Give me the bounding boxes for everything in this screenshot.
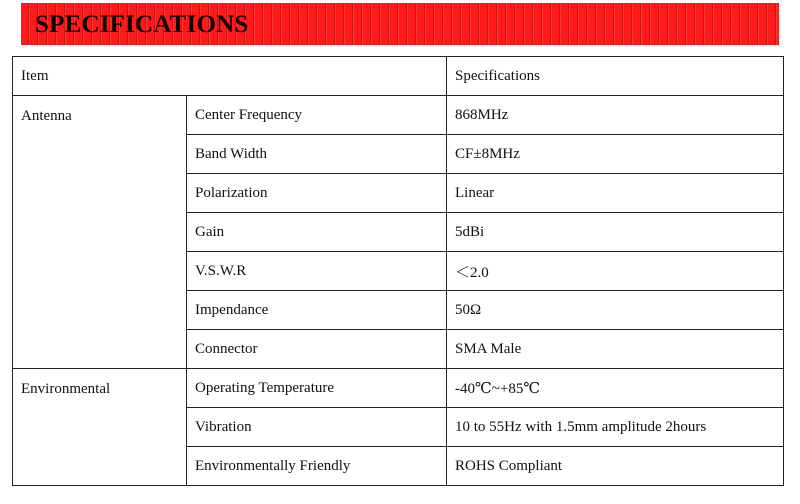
param-cell: Band Width [187,135,447,174]
param-cell: Gain [187,213,447,252]
param-cell: Connector [187,330,447,369]
header-item: Item [13,57,447,96]
param-cell: Vibration [187,408,447,447]
table-row [13,96,784,135]
param-cell: Center Frequency [187,96,447,135]
value-cell: SMA Male [447,330,784,369]
value-cell: ROHS Compliant [447,447,784,486]
param-cell: Polarization [187,174,447,213]
specifications-banner [21,3,779,45]
value-cell: 10 to 55Hz with 1.5mm amplitude 2hours [447,408,784,447]
table-header-row [13,57,784,96]
param-cell: Environmentally Friendly [187,447,447,486]
table-row [13,369,784,408]
group-antenna: Antenna [13,96,187,369]
group-environmental: Environmental [13,369,187,486]
value-cell: CF±8MHz [447,135,784,174]
value-cell: 5dBi [447,213,784,252]
param-cell: Impendance [187,291,447,330]
param-cell: V.S.W.R [187,252,447,291]
value-cell: Linear [447,174,784,213]
value-cell: 868MHz [447,96,784,135]
value-cell: 50Ω [447,291,784,330]
value-cell: -40℃~+85℃ [447,369,784,408]
banner-title: SPECIFICATIONS [35,11,249,38]
header-specifications: Specifications [447,57,784,96]
param-cell: Operating Temperature [187,369,447,408]
value-cell: ＜2.0 [447,252,784,291]
specifications-table [12,56,784,486]
